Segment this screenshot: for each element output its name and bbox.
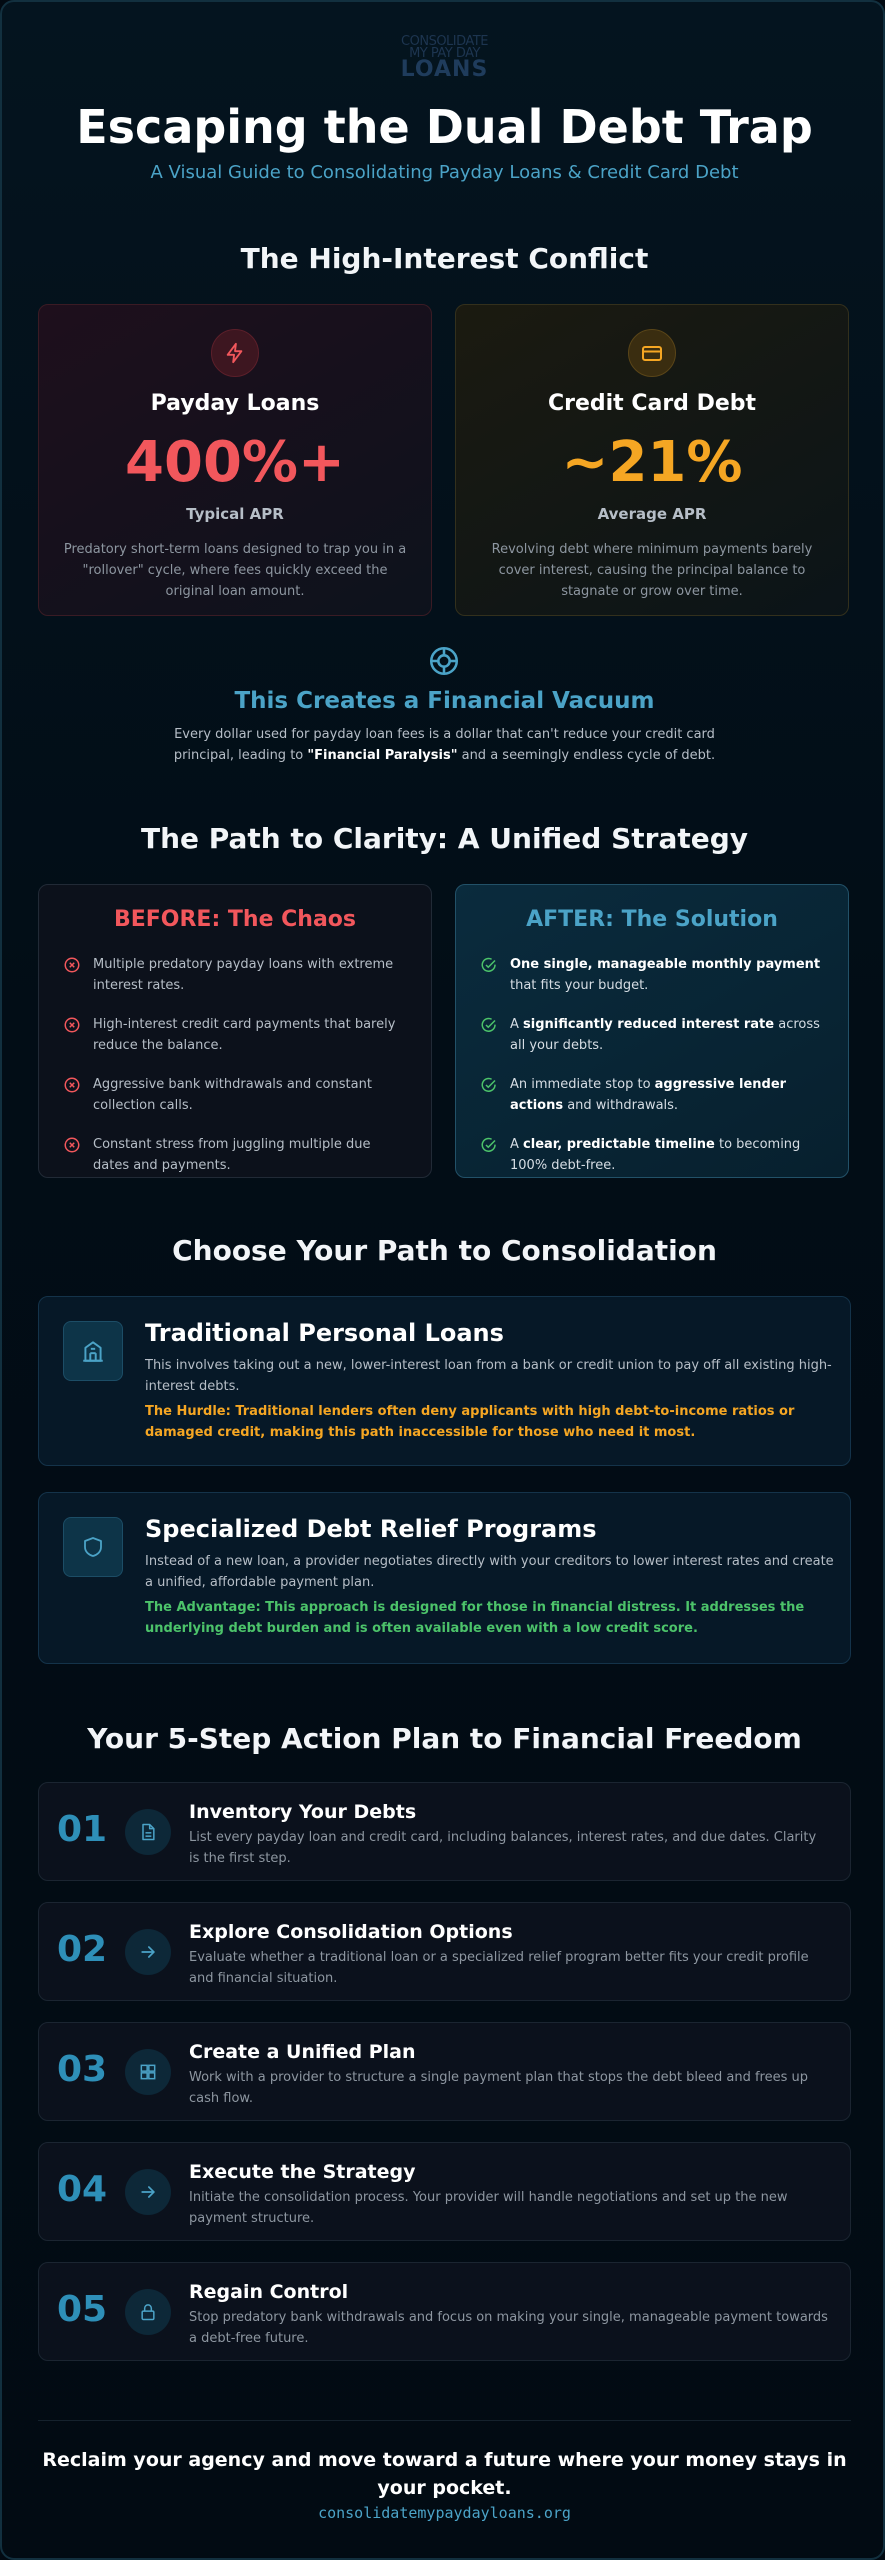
check-circle-icon — [480, 1016, 498, 1034]
step-description: Work with a provider to structure a single payment plan that stops the debt bleed and frees up cash flow. — [189, 2070, 809, 2106]
option-description: This involves taking out a new, lower-interest loan from a bank or credit union to pay off all existing high-interest debts. — [145, 1358, 832, 1394]
step-title: Explore Consolidation Options — [189, 1921, 513, 1943]
x-circle-icon — [63, 1076, 81, 1094]
vacuum-emphasis: "Financial Paralysis" — [307, 748, 458, 763]
lifebuoy-icon — [427, 644, 461, 682]
step-card — [38, 1902, 851, 2001]
stat-description: Revolving debt where minimum payments barely cover interest, causing the principal balance to stagnate or grow over time. — [491, 542, 813, 599]
x-circle-icon — [63, 1016, 81, 1034]
option-title: Specialized Debt Relief Programs — [145, 1515, 597, 1543]
option-description: Instead of a new loan, a provider negotiates directly with your creditors to lower interest rates and create a unified, affordable payment plan. — [145, 1554, 834, 1590]
credit-card-icon — [628, 329, 676, 377]
document-icon — [125, 1809, 171, 1855]
list-item — [480, 1134, 824, 1176]
after-title: AFTER: The Solution — [526, 907, 778, 932]
before-title: BEFORE: The Chaos — [113, 907, 357, 932]
list-item-text: Constant stress from juggling multiple due dates and payments. — [93, 1137, 371, 1173]
stat-description: Predatory short-term loans designed to trap you in a "rollover" cycle, where fees quickly exceed the original loan amount. — [63, 542, 407, 599]
vacuum-text-end: and a seemingly endless cycle of debt. — [457, 748, 716, 763]
option-debt-relief — [38, 1492, 851, 1664]
lightning-icon — [211, 329, 259, 377]
list-item — [480, 1014, 824, 1056]
list-item — [63, 954, 407, 996]
step-title: Regain Control — [189, 2281, 349, 2303]
vacuum-text: Every dollar used for payday loan fees is a dollar that can't reduce your credit card principal, leading to — [173, 727, 715, 763]
step-number: 04 — [57, 2169, 108, 2210]
logo-line-3: LOANS — [400, 57, 489, 82]
conflict-heading: The High-Interest Conflict — [240, 242, 649, 275]
list-item — [63, 1074, 407, 1116]
footer-url-link[interactable]: consolidatemypaydayloans.org — [318, 2504, 571, 2522]
vacuum-description — [152, 724, 737, 766]
step-card — [38, 2022, 851, 2121]
step-card — [38, 2142, 851, 2241]
strategy-heading: The Path to Clarity: A Unified Strategy — [140, 822, 749, 855]
stat-name: Payday Loans — [150, 391, 320, 416]
option-traditional-loans — [38, 1296, 851, 1466]
step-description: List every payday loan and credit card, including balances, interest rates, and due dates. Clarity is the first step. — [189, 1830, 817, 1866]
payday-loans-card — [38, 304, 432, 616]
check-circle-icon — [480, 1136, 498, 1154]
bank-icon — [63, 1321, 123, 1381]
option-note: The Hurdle: Traditional lenders often deny applicants with high debt-to-income ratios or damaged credit, making this path inaccessible for those who need it most. — [145, 1404, 795, 1440]
stat-value: ~21% — [561, 430, 743, 495]
option-title: Traditional Personal Loans — [145, 1319, 504, 1347]
arrow-right-icon — [125, 1929, 171, 1975]
before-card — [38, 884, 432, 1178]
step-number: 01 — [57, 1809, 108, 1850]
step-description: Evaluate whether a traditional loan or a specialized relief program better fits your credit profile and financial situation. — [189, 1950, 809, 1986]
list-item — [63, 1134, 407, 1176]
after-card — [455, 884, 849, 1178]
brand-logo — [2, 36, 885, 80]
stat-label: Typical APR — [186, 505, 284, 523]
list-item — [480, 1074, 824, 1116]
list-item-text: A significantly reduced interest rate across all your debts. — [510, 1017, 820, 1053]
step-card — [38, 1782, 851, 1881]
plan-heading: Your 5-Step Action Plan to Financial Freedom — [87, 1722, 802, 1755]
step-title: Create a Unified Plan — [189, 2041, 416, 2063]
step-number: 05 — [57, 2289, 108, 2330]
list-item-text: High-interest credit card payments that barely reduce the balance. — [93, 1017, 396, 1053]
logo-line-1: CONSOLIDATE — [401, 34, 488, 49]
step-title: Execute the Strategy — [189, 2161, 416, 2183]
step-description: Stop predatory bank withdrawals and focus on making your single, manageable payment towards a debt-free future. — [189, 2310, 828, 2346]
stat-label: Average APR — [597, 505, 707, 523]
step-number: 03 — [57, 2049, 108, 2090]
footer-divider — [38, 2420, 851, 2421]
credit-card-debt-card — [455, 304, 849, 616]
arrow-right-icon — [125, 2169, 171, 2215]
x-circle-icon — [63, 956, 81, 974]
step-description: Initiate the consolidation process. Your provider will handle negotiations and set up the new payment structure. — [189, 2190, 788, 2226]
page-title: Escaping the Dual Debt Trap — [76, 100, 813, 154]
list-item-text: Multiple predatory payday loans with extreme interest rates. — [93, 957, 394, 993]
lock-icon — [125, 2289, 171, 2335]
stat-value: 400%+ — [125, 430, 345, 495]
grid-icon — [125, 2049, 171, 2095]
footer-message: Reclaim your agency and move toward a future where your money stays in your pocket. — [42, 2449, 847, 2499]
list-item-text: One single, manageable monthly payment that fits your budget. — [510, 957, 821, 993]
x-circle-icon — [63, 1136, 81, 1154]
paths-heading: Choose Your Path to Consolidation — [172, 1234, 717, 1267]
step-card — [38, 2262, 851, 2361]
list-item-text: A clear, predictable timeline to becoming 100% debt-free. — [510, 1137, 801, 1173]
logo-line-2: MY PAY DAY — [409, 46, 480, 61]
vacuum-title: This Creates a Financial Vacuum — [234, 688, 655, 714]
list-item — [480, 954, 824, 996]
shield-icon — [63, 1517, 123, 1577]
stat-name: Credit Card Debt — [547, 391, 757, 416]
step-title: Inventory Your Debts — [189, 1801, 417, 1823]
list-item-text: An immediate stop to aggressive lender actions and withdrawals. — [510, 1077, 787, 1113]
list-item — [63, 1014, 407, 1056]
check-circle-icon — [480, 956, 498, 974]
step-number: 02 — [57, 1929, 108, 1970]
check-circle-icon — [480, 1076, 498, 1094]
list-item-text: Aggressive bank withdrawals and constant collection calls. — [93, 1077, 372, 1113]
page-subtitle: A Visual Guide to Consolidating Payday Loans & Credit Card Debt — [150, 162, 739, 183]
option-note: The Advantage: This approach is designed for those in financial distress. It addresses the underlying debt burden and is often available even with a low credit score. — [145, 1600, 805, 1636]
